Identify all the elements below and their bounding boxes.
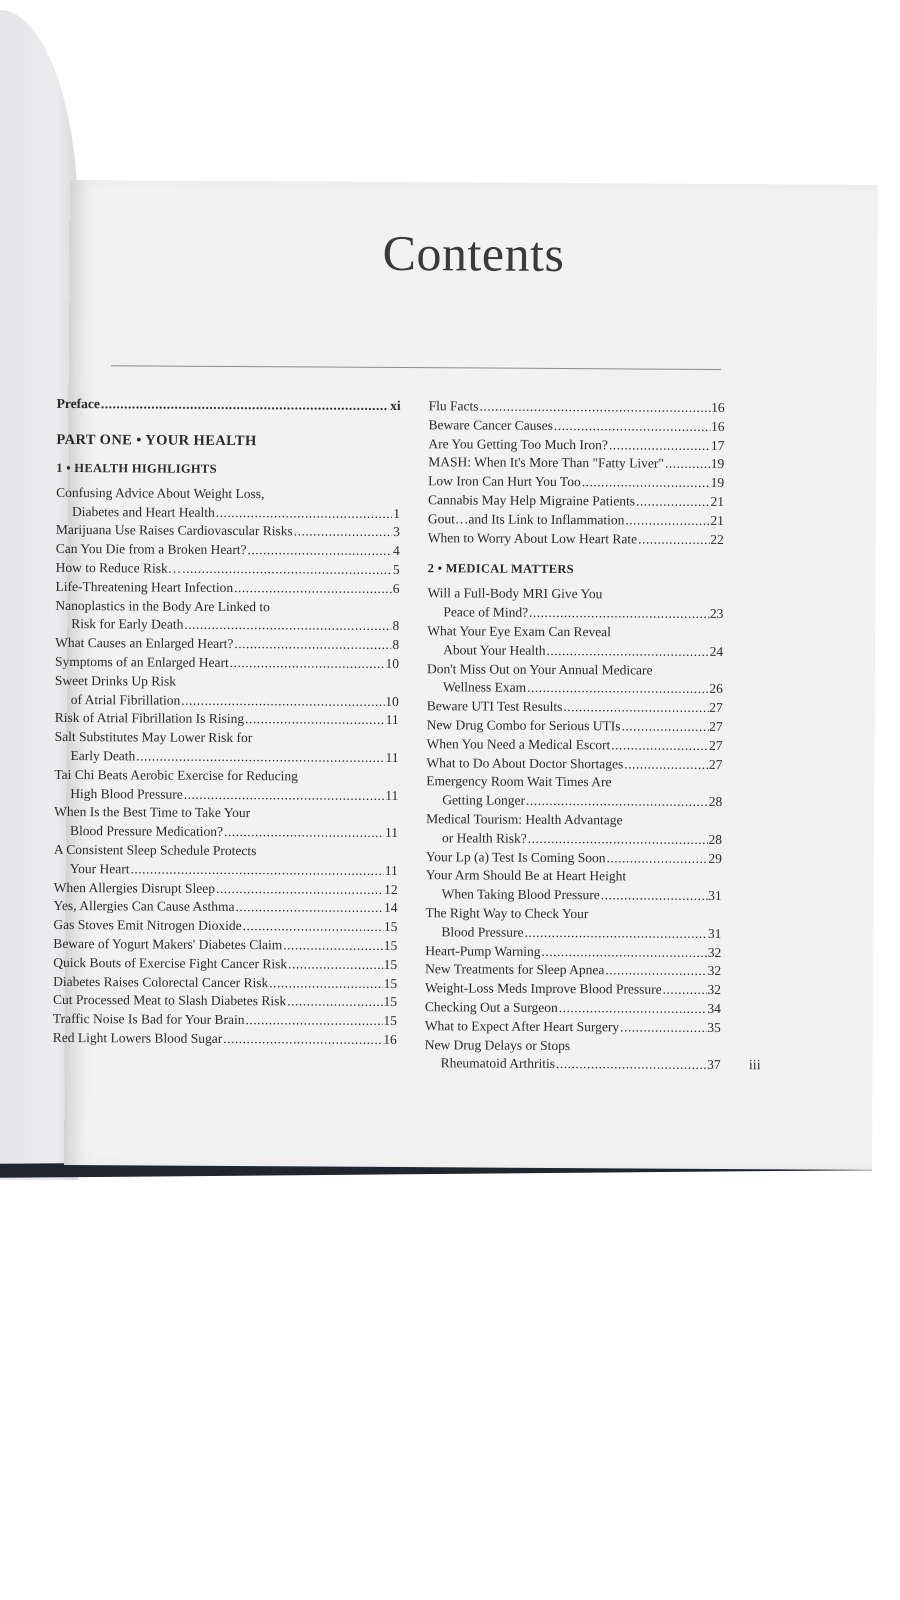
entry-row bbox=[53, 935, 397, 956]
entry-title-line: Medical Tourism: Health Advantage bbox=[426, 811, 623, 828]
entry-row bbox=[54, 860, 398, 881]
entry-page: 32 bbox=[707, 944, 722, 960]
entry-row bbox=[429, 397, 725, 418]
entry-page: 11 bbox=[384, 862, 398, 878]
entry-row bbox=[428, 416, 724, 437]
leader-dots bbox=[216, 503, 393, 523]
entry-row bbox=[425, 1054, 721, 1075]
toc-entry bbox=[426, 867, 722, 906]
entry-title: Symptoms of an Enlarged Heart bbox=[55, 653, 229, 670]
leader-dots bbox=[479, 398, 710, 418]
entry-title: Risk for Early Death bbox=[71, 616, 184, 633]
entry-title: Diabetes Raises Colorectal Cancer Risk bbox=[53, 973, 269, 990]
entry-title: Getting Longer bbox=[442, 792, 526, 808]
entry-title: Your Heart bbox=[69, 860, 130, 877]
entry-row bbox=[54, 897, 398, 918]
leader-dots bbox=[181, 691, 384, 711]
entry-title: New Treatments for Sleep Apnea bbox=[425, 961, 605, 978]
entry-row bbox=[428, 491, 724, 512]
toc-entry bbox=[428, 529, 724, 550]
toc-entry bbox=[428, 454, 724, 475]
entry-row bbox=[53, 954, 397, 975]
entry-page: 12 bbox=[384, 881, 398, 897]
toc-entry bbox=[428, 510, 724, 531]
entry-page: 31 bbox=[707, 925, 722, 941]
entry-row bbox=[425, 942, 721, 963]
entry-title: Beware of Yogurt Makers' Diabetes Claim bbox=[53, 935, 283, 953]
entry-title: Your Lp (a) Test Is Coming Soon bbox=[425, 848, 606, 865]
part-heading: PART ONE • YOUR HEALTH bbox=[56, 431, 257, 449]
leader-dots bbox=[245, 1011, 382, 1031]
entry-page: 4 bbox=[392, 543, 400, 559]
leader-dots bbox=[556, 1055, 706, 1075]
entry-title: When You Need a Medical Escort bbox=[426, 735, 611, 753]
entry-title: Traffic Noise Is Bad for Your Brain bbox=[52, 1011, 245, 1028]
entry-row bbox=[427, 697, 723, 718]
entry-title: Low Iron Can Hurt You Too bbox=[428, 473, 581, 490]
entry-row bbox=[428, 529, 724, 550]
entry-page: 10 bbox=[385, 655, 400, 671]
leader-dots bbox=[269, 974, 382, 993]
entry-title-line: Don't Miss Out on Your Annual Medicare bbox=[426, 660, 653, 678]
leader-dots bbox=[136, 747, 384, 767]
entry-title: Cut Processed Meat to Slash Diabetes Risk bbox=[52, 992, 287, 1009]
leader-dots bbox=[665, 455, 710, 474]
toc-entry bbox=[54, 803, 398, 843]
entry-row bbox=[427, 603, 723, 624]
toc-entries-left bbox=[53, 484, 400, 1050]
entry-row bbox=[54, 822, 398, 843]
entry-row bbox=[56, 503, 400, 524]
toc-entry bbox=[427, 735, 723, 756]
entry-page: 11 bbox=[385, 749, 399, 765]
entry-page: 15 bbox=[383, 975, 398, 991]
toc-entry bbox=[426, 810, 722, 849]
leader-dots bbox=[283, 936, 383, 955]
entry-title: Can You Die from a Broken Heart? bbox=[55, 541, 247, 558]
entry-title-line: A Consistent Sleep Schedule Protects bbox=[53, 841, 257, 859]
leader-dots bbox=[624, 755, 708, 774]
entry-page: 26 bbox=[709, 681, 723, 697]
entry-title-line: What Your Eye Exam Can Reveal bbox=[427, 623, 612, 640]
entry-page: 1 bbox=[393, 505, 401, 521]
toc-entry bbox=[425, 979, 721, 1000]
entry-page: 34 bbox=[707, 1000, 721, 1016]
entry-row bbox=[428, 435, 724, 456]
toc-entry bbox=[426, 754, 722, 775]
toc-entries-right-top bbox=[428, 397, 725, 549]
entry-page: 31 bbox=[708, 888, 722, 904]
leader-dots bbox=[542, 942, 707, 962]
entry-page: 10 bbox=[385, 693, 399, 709]
toc-entry bbox=[428, 472, 724, 493]
toc-entry bbox=[55, 653, 399, 674]
entry-title: of Atrial Fibrillation bbox=[70, 691, 181, 708]
entry-title: Beware UTI Test Results bbox=[426, 698, 563, 715]
entry-row bbox=[54, 784, 398, 805]
entry-title-line: When Is the Best Time to Take Your bbox=[54, 804, 251, 821]
entry-title: What to Do About Doctor Shortages bbox=[426, 754, 624, 771]
leader-dots bbox=[184, 616, 391, 636]
entry-page: 15 bbox=[383, 956, 398, 972]
leader-dots bbox=[582, 473, 710, 493]
toc-entry bbox=[53, 935, 397, 956]
entry-row bbox=[54, 878, 398, 899]
leader-dots bbox=[234, 635, 391, 655]
entry-title: What to Expect After Heart Surgery bbox=[424, 1017, 620, 1035]
entry-title-line: Sweet Drinks Up Risk bbox=[54, 672, 177, 689]
entry-title: Yes, Allergies Can Cause Asthma bbox=[53, 898, 235, 915]
entry-row bbox=[55, 709, 399, 730]
toc-entry-preface bbox=[57, 395, 401, 416]
leader-dots bbox=[638, 530, 709, 549]
toc-entry bbox=[428, 491, 724, 512]
entry-row bbox=[427, 716, 723, 737]
entry-page: 8 bbox=[392, 637, 400, 653]
left-column bbox=[53, 395, 401, 1050]
toc-entry bbox=[428, 435, 724, 456]
entry-row bbox=[426, 754, 722, 775]
leader-dots bbox=[601, 886, 707, 905]
entry-row bbox=[425, 960, 721, 981]
leader-dots bbox=[527, 679, 708, 699]
entry-page: 14 bbox=[384, 900, 398, 916]
entry-title: Quick Bouts of Exercise Fight Cancer Risk bbox=[53, 954, 288, 972]
entry-page: 28 bbox=[708, 831, 723, 847]
entry-title-line: The Right Way to Check Your bbox=[425, 905, 589, 922]
entry-title-line: Emergency Room Wait Times Are bbox=[426, 773, 612, 790]
entry-page: 15 bbox=[383, 994, 398, 1010]
toc-entry bbox=[426, 773, 722, 812]
entry-row bbox=[53, 916, 397, 937]
entry-row bbox=[55, 578, 399, 599]
leader-dots bbox=[563, 698, 708, 718]
entry-page: 11 bbox=[385, 712, 399, 728]
entry-title: Blood Pressure bbox=[441, 924, 524, 940]
leader-dots bbox=[287, 993, 382, 1012]
entry-row bbox=[426, 885, 722, 906]
entry-row bbox=[428, 454, 724, 475]
entry-title: When Taking Blood Pressure bbox=[441, 886, 600, 903]
entry-page: 29 bbox=[708, 850, 722, 866]
entry-page: 8 bbox=[392, 618, 400, 634]
toc-entry bbox=[54, 728, 398, 768]
leader-dots bbox=[526, 792, 708, 812]
toc-entry bbox=[56, 540, 400, 561]
leader-dots bbox=[636, 492, 710, 511]
toc-entry bbox=[55, 596, 399, 636]
toc-entry bbox=[53, 972, 397, 993]
toc-entry bbox=[53, 916, 397, 937]
toc-entry bbox=[425, 1017, 721, 1038]
entry-title: Blood Pressure Medication? bbox=[69, 823, 224, 840]
entry-title: Wellness Exam bbox=[442, 679, 527, 696]
toc-entry bbox=[55, 578, 399, 599]
toc-entry bbox=[54, 841, 398, 881]
leader-dots bbox=[609, 436, 710, 455]
toc-entry bbox=[429, 397, 725, 418]
toc-entry bbox=[55, 634, 399, 655]
entry-title: Beware Cancer Causes bbox=[428, 416, 554, 433]
entry-row bbox=[55, 615, 399, 636]
leader-dots bbox=[554, 417, 710, 437]
toc-entry bbox=[425, 960, 721, 981]
leader-dots bbox=[621, 717, 708, 736]
leader-dots bbox=[182, 560, 392, 580]
entry-title: What Causes an Enlarged Heart? bbox=[55, 635, 234, 652]
toc-entry bbox=[53, 1010, 397, 1031]
contents-page bbox=[52, 180, 878, 1170]
entry-title: MASH: When It's More Than "Fatty Liver" bbox=[428, 454, 665, 472]
entry-title: Gas Stoves Emit Nitrogen Dioxide bbox=[53, 917, 242, 934]
toc-entry bbox=[54, 897, 398, 918]
title-rule bbox=[111, 365, 721, 370]
entry-page: 28 bbox=[708, 794, 723, 810]
entry-page: 37 bbox=[707, 1057, 721, 1073]
entry-page: 16 bbox=[710, 418, 725, 434]
entry-page: 19 bbox=[710, 475, 725, 491]
toc-entry bbox=[426, 848, 722, 869]
entry-row bbox=[54, 747, 398, 768]
entry-title: How to Reduce Risk… bbox=[55, 559, 182, 576]
entry-row bbox=[53, 972, 397, 993]
entry-page: 21 bbox=[710, 493, 725, 509]
entry-row bbox=[55, 653, 399, 674]
leader-dots bbox=[130, 860, 383, 880]
toc-entry bbox=[54, 766, 398, 806]
entry-row bbox=[425, 979, 721, 1000]
entry-page: 15 bbox=[383, 1013, 397, 1029]
leader-dots bbox=[546, 642, 708, 662]
toc-entry bbox=[427, 697, 723, 718]
leader-dots bbox=[625, 511, 709, 530]
entry-page: 16 bbox=[711, 399, 725, 416]
entry-title-line: New Drug Delays or Stops bbox=[424, 1036, 571, 1053]
entry-title-line: Confusing Advice About Weight Loss, bbox=[56, 484, 265, 501]
leader-dots bbox=[605, 962, 706, 981]
entry-page: 15 bbox=[383, 919, 398, 935]
leader-dots bbox=[294, 523, 392, 542]
entry-title: Red Light Lowers Blood Sugar bbox=[52, 1029, 223, 1046]
toc-entry bbox=[427, 716, 723, 737]
leader-dots bbox=[216, 879, 383, 899]
toc-entry bbox=[425, 942, 721, 963]
entry-row bbox=[425, 923, 721, 944]
entry-title-line: Salt Substitutes May Lower Risk for bbox=[54, 729, 253, 746]
entry-title-line: Nanoplastics in the Body Are Linked to bbox=[55, 597, 270, 614]
toc-entry bbox=[56, 484, 400, 524]
entry-title: Gout…and Its Link to Inflammation bbox=[427, 510, 625, 528]
entry-title: Rheumatoid Arthritis bbox=[440, 1055, 556, 1072]
entry-page: 27 bbox=[709, 700, 723, 716]
entry-row bbox=[55, 634, 399, 655]
entry-page: xi bbox=[390, 397, 401, 414]
entry-page: 23 bbox=[709, 606, 724, 622]
entry-row bbox=[428, 510, 724, 531]
toc-entries-right bbox=[425, 585, 724, 1076]
entry-title-line: Tai Chi Beats Aerobic Exercise for Reducing bbox=[54, 766, 298, 784]
chapter-heading-2: 2 • MEDICAL MATTERS bbox=[427, 561, 575, 577]
entry-page: 21 bbox=[710, 512, 724, 528]
entry-page: 17 bbox=[710, 437, 725, 453]
chapter-heading: 1 • HEALTH HIGHLIGHTS bbox=[56, 460, 217, 476]
toc-entry bbox=[53, 954, 397, 975]
entry-title: Flu Facts bbox=[428, 398, 479, 414]
toc-entry bbox=[428, 416, 724, 437]
entry-page: 32 bbox=[707, 982, 722, 998]
entry-title: Peace of Mind? bbox=[443, 604, 529, 620]
leader-dots bbox=[245, 710, 385, 730]
entry-page: 27 bbox=[709, 737, 723, 753]
entry-title: Life-Threatening Heart Infection bbox=[55, 578, 234, 595]
entry-page: 5 bbox=[392, 561, 400, 578]
entry-page: 19 bbox=[710, 456, 725, 472]
entry-page: 11 bbox=[384, 825, 399, 841]
entry-title: Risk of Atrial Fibrillation Is Rising bbox=[54, 710, 245, 727]
entry-row bbox=[53, 1010, 397, 1031]
entry-page: 27 bbox=[708, 756, 723, 772]
entry-page: 11 bbox=[385, 787, 399, 803]
leader-dots bbox=[224, 823, 384, 843]
leader-dots bbox=[234, 579, 392, 599]
entry-title: Marijuana Use Raises Cardiovascular Risks bbox=[55, 522, 293, 539]
entry-page: 15 bbox=[383, 937, 398, 953]
toc-entry bbox=[53, 1029, 397, 1050]
toc-entry bbox=[56, 521, 400, 542]
entry-page: 35 bbox=[707, 1019, 721, 1035]
entry-row bbox=[56, 540, 400, 561]
entry-title: Checking Out a Surgeon bbox=[424, 999, 558, 1015]
entry-title: Weight-Loss Meds Improve Blood Pressure bbox=[425, 980, 662, 997]
entry-title: Cannabis May Help Migraine Patients bbox=[428, 492, 636, 509]
leader-dots bbox=[184, 785, 385, 805]
entry-title: High Blood Pressure bbox=[70, 785, 183, 802]
entry-row bbox=[56, 559, 400, 580]
leader-dots bbox=[529, 604, 709, 624]
entry-title: When to Worry About Low Heart Rate bbox=[427, 529, 638, 547]
entry-row bbox=[427, 679, 723, 700]
entry-row bbox=[427, 735, 723, 756]
leader-dots bbox=[288, 955, 383, 974]
toc-entry bbox=[425, 1036, 721, 1075]
entry-title: When Allergies Disrupt Sleep bbox=[53, 879, 216, 896]
leader-dots bbox=[611, 736, 708, 755]
entry-row bbox=[56, 521, 400, 542]
toc-entry bbox=[427, 622, 723, 661]
entry-row bbox=[53, 1029, 397, 1050]
page-title: Contents bbox=[382, 224, 565, 283]
entry-page: 32 bbox=[707, 963, 722, 979]
entry-page: 16 bbox=[383, 1031, 397, 1047]
leader-dots bbox=[620, 1018, 706, 1037]
leader-dots bbox=[607, 849, 708, 868]
entry-title-line: Your Arm Should Be at Heart Height bbox=[425, 867, 627, 884]
toc-entry bbox=[55, 709, 399, 730]
toc-entry bbox=[425, 998, 721, 1019]
toc-entry bbox=[56, 559, 400, 580]
leader-dots bbox=[528, 830, 708, 850]
entry-row bbox=[425, 1017, 721, 1038]
toc-entry bbox=[425, 904, 721, 943]
leader-dots bbox=[236, 898, 384, 918]
entry-title: Diabetes and Heart Health bbox=[71, 503, 215, 520]
entry-title: or Health Risk? bbox=[441, 830, 527, 846]
leader-dots bbox=[524, 924, 706, 944]
entry-row bbox=[427, 641, 723, 662]
toc-entry bbox=[427, 660, 723, 699]
entry-page: 24 bbox=[709, 643, 724, 659]
toc-entry bbox=[53, 991, 397, 1012]
leader-dots bbox=[243, 917, 383, 937]
leader-dots bbox=[663, 981, 707, 1000]
entry-row bbox=[55, 690, 399, 711]
toc-entry bbox=[427, 585, 723, 624]
right-column bbox=[425, 397, 725, 1075]
entry-title: Are You Getting Too Much Iron? bbox=[428, 435, 608, 452]
entry-row bbox=[426, 848, 722, 869]
entry-title: Early Death bbox=[70, 747, 136, 764]
entry-row bbox=[428, 472, 724, 493]
leader-dots bbox=[230, 654, 385, 674]
entry-title: New Drug Combo for Serious UTIs bbox=[426, 717, 621, 734]
entry-page: 22 bbox=[710, 531, 724, 547]
entry-title: About Your Health bbox=[443, 642, 546, 658]
toc-entry bbox=[55, 672, 399, 712]
entry-row bbox=[426, 829, 722, 850]
leader-dots bbox=[223, 1030, 382, 1050]
entry-title: Heart-Pump Warning bbox=[425, 942, 541, 959]
entry-title-line: Will a Full-Body MRI Give You bbox=[427, 585, 603, 602]
entry-row bbox=[425, 998, 721, 1019]
entry-row bbox=[53, 991, 397, 1012]
leader-dots bbox=[248, 541, 393, 561]
entry-page: 3 bbox=[393, 524, 400, 540]
entry-title: Preface bbox=[56, 395, 100, 412]
page-number: iii bbox=[748, 1058, 761, 1074]
leader-dots bbox=[559, 999, 707, 1019]
entry-page: 6 bbox=[392, 580, 400, 596]
entry-page: 27 bbox=[709, 718, 723, 734]
entry-row bbox=[426, 791, 722, 812]
toc-entry bbox=[54, 878, 398, 899]
